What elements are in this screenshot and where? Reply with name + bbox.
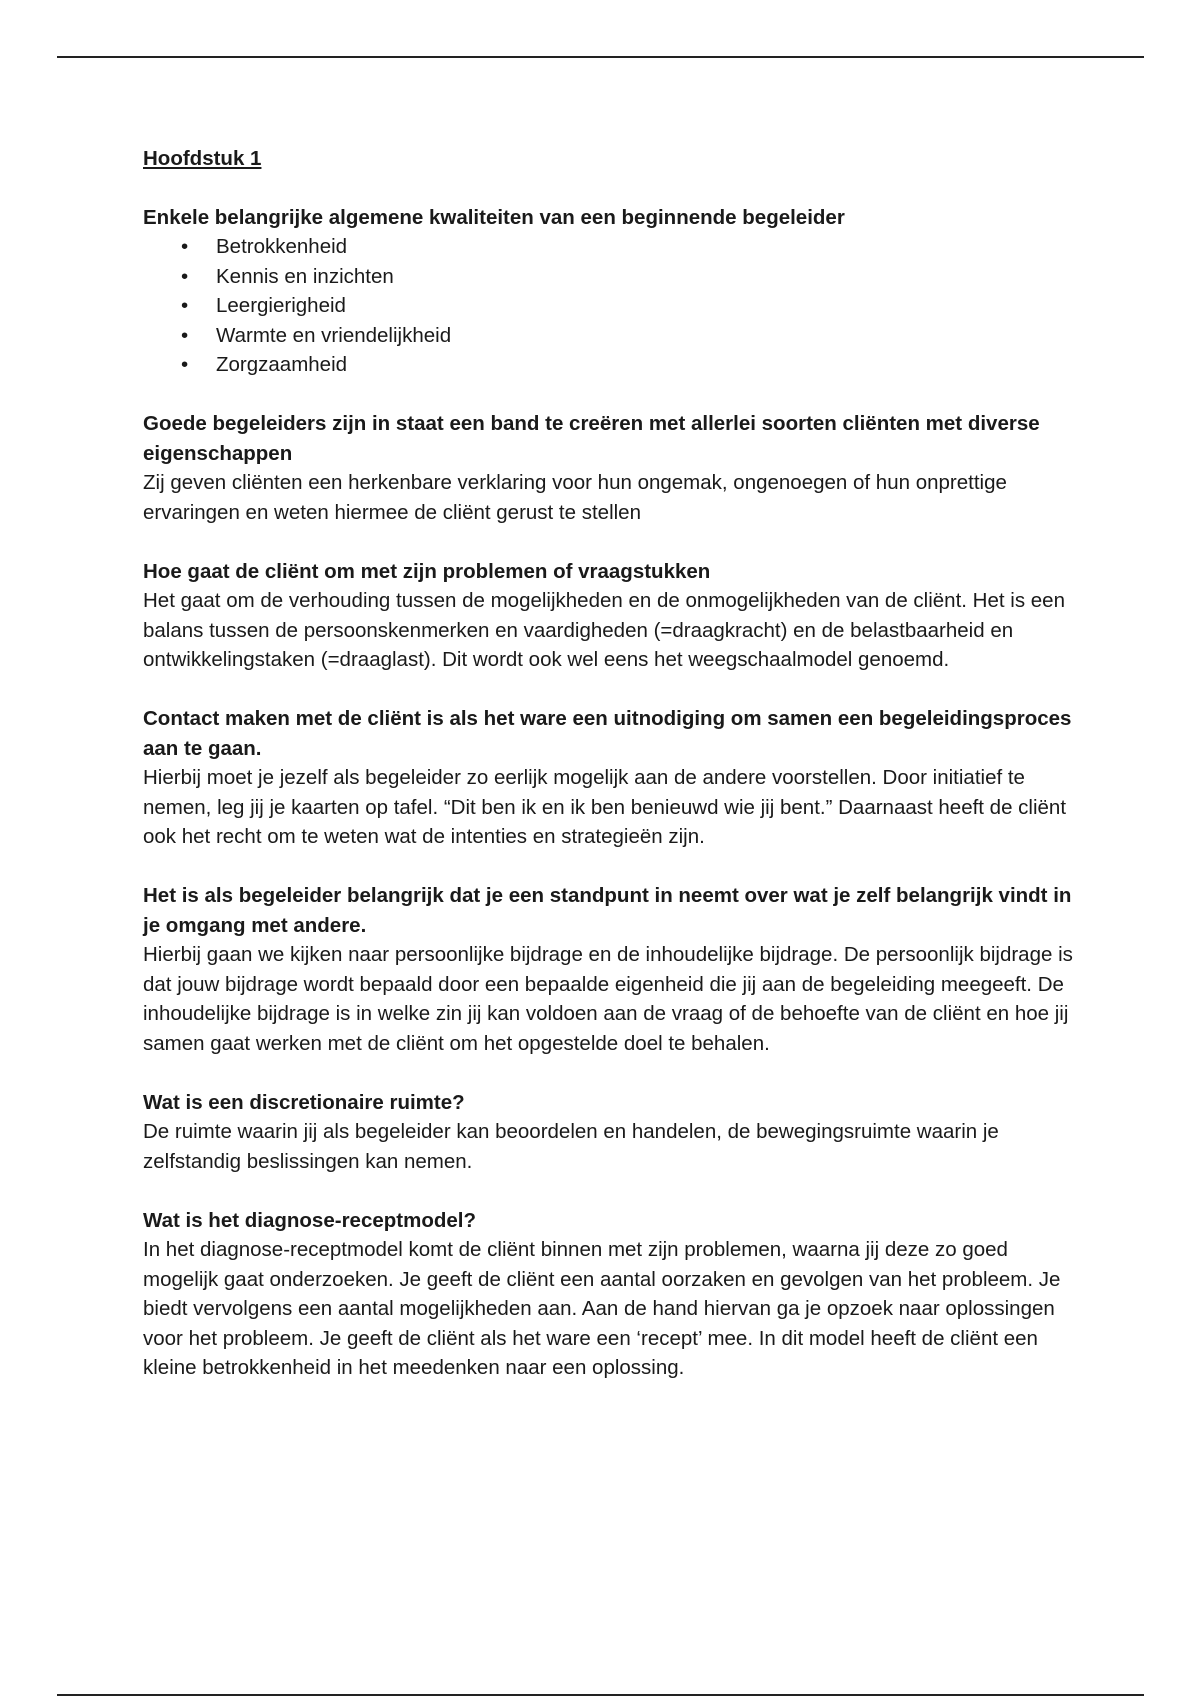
header-rule (57, 56, 1144, 58)
list-item-text: Kennis en inzichten (216, 264, 394, 288)
bullet-icon: • (181, 235, 189, 258)
section-heading: Enkele belangrijke algemene kwaliteiten van een beginnende begeleider (143, 205, 845, 229)
chapter-title: Hoofdstuk 1 (143, 147, 262, 170)
bullet-icon: • (181, 353, 189, 376)
bullet-icon: • (181, 323, 189, 347)
bullet-icon: • (181, 294, 189, 317)
list-item (143, 321, 1083, 351)
section-heading: Goede begeleiders zijn in staat een band te creëren met allerlei soorten cliënten met diverse eigenschappen (143, 412, 1040, 465)
document-body (143, 144, 1083, 1412)
section-standpunt (143, 881, 1083, 1058)
list-item-text: Zorgzaamheid (216, 353, 348, 376)
section-body: Het gaat om de verhouding tussen de mogelijkheden en de onmogelijkheden van de cliënt. Het is een balans tussen de persoonskenmerken en vaardigheden (=draagkracht) en de belastbaarheid en ontwikkelingstaken (=draaglast). Dit wordt ook wel eens het weegschaalmodel genoemd. (143, 589, 1065, 671)
section-body: De ruimte waarin jij als begeleider kan beoordelen en handelen, de bewegingsruimte waarin je zelfstandig beslissingen kan nemen. (143, 1120, 999, 1173)
list-item (143, 262, 1083, 292)
section-body: Zij geven cliënten een herkenbare verklaring voor hun ongemak, ongenoegen of hun onprettige ervaringen en weten hiermee de cliënt gerust te stellen (143, 471, 1007, 524)
section-discretionaire-ruimte (143, 1088, 1083, 1177)
section-heading: Wat is het diagnose-receptmodel? (143, 1208, 476, 1232)
list-item (143, 350, 1083, 380)
section-band-creeren (143, 409, 1083, 527)
section-heading: Hoe gaat de cliënt om met zijn problemen of vraagstukken (143, 559, 711, 583)
section-diagnose-receptmodel (143, 1206, 1083, 1383)
section-body: Hierbij moet je jezelf als begeleider zo eerlijk mogelijk aan de andere voorstellen. Door initiatief te nemen, leg jij je kaarten op tafel. “Dit ben ik en ik ben benieuwd wie jij bent.” Daarnaast heeft de cliënt ook het recht om te weten wat de intenties en strategieën zijn. (143, 766, 1067, 848)
section-body: Hierbij gaan we kijken naar persoonlijke bijdrage en de inhoudelijke bijdrage. De persoonlijk bijdrage is dat jouw bijdrage wordt bepaald door een bepaalde eigenheid die jij aan de begeleiding meegeeft. De inhoudelijke bijdrage is in welke zin jij kan voldoen aan de vraag of de behoefte van de cliënt en hoe jij samen gaat werken met de cliënt om het opgestelde doel te behalen. (143, 943, 1073, 1055)
list-item (143, 232, 1083, 262)
section-heading: Contact maken met de cliënt is als het ware een uitnodiging om samen een begeleidingsproces aan te gaan. (143, 707, 1072, 760)
list-item-text: Betrokkenheid (216, 235, 348, 258)
section-problemen (143, 557, 1083, 675)
list-item-text: Warmte en vriendelijkheid (216, 323, 452, 347)
section-qualities (143, 203, 1083, 380)
list-item (143, 291, 1083, 321)
section-heading: Het is als begeleider belangrijk dat je een standpunt in neemt over wat je zelf belangrijk vindt in je omgang met andere. (143, 884, 1072, 937)
footer-rule (57, 1694, 1144, 1696)
section-heading: Wat is een discretionaire ruimte? (143, 1090, 465, 1114)
section-contact-maken (143, 704, 1083, 852)
bullet-icon: • (181, 264, 189, 288)
section-body: In het diagnose-receptmodel komt de cliënt binnen met zijn problemen, waarna jij deze zo goed mogelijk gaat onderzoeken. Je geeft de cliënt een aantal oorzaken en gevolgen van het probleem. Je biedt vervolgens een aantal mogelijkheden aan. Aan de hand hiervan ga je opzoek naar oplossingen voor het probleem. Je geeft de cliënt als het ware een ‘recept’ mee. In dit model heeft de cliënt een kleine betrokkenheid in het meedenken naar een oplossing. (143, 1238, 1061, 1379)
list-item-text: Leergierigheid (216, 294, 346, 317)
qualities-list (143, 232, 1083, 380)
